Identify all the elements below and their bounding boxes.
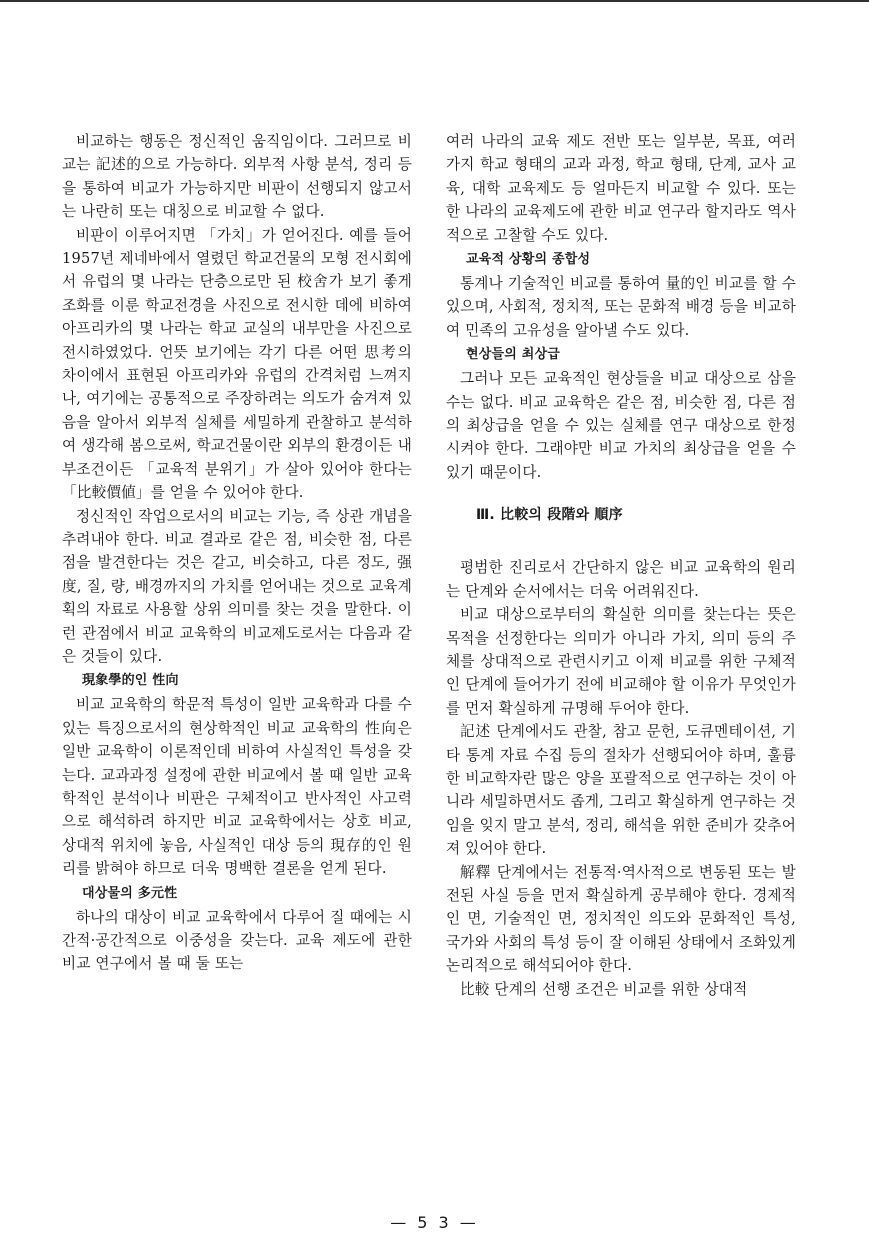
left-text-column — [62, 130, 412, 976]
paragraph: 그러나 모든 교육적인 현상들을 비교 대상으로 삼을 수는 없다. 비교 교육학은 같은 점, 비슷한 점, 다른 점의 최상급을 얻을 수 있는 실체를 연구 대상으로 한정시켜야 한다. 그래야만 비교 가치의 최상급을 얻을 수 있기 때문이다. — [446, 370, 796, 481]
paragraph: 記述 단계에서도 관찰, 참고 문헌, 도큐멘테이션, 기타 통계 자료 수집 등의 절차가 선행되어야 하며, 훌륭한 비교학자란 많은 양을 포괄적으로 연구하는 것이 아니라 세밀하면서도 좁게, 그리고 확실하게 연구하는 것임을 잊지 말고 분석, 정리, 해석을 위한 준비가 갖추어져 있어야 한다. — [446, 723, 796, 858]
paragraph: 평범한 진리로서 간단하지 않은 비교 교육학의 원리는 단계와 순서에서는 더욱 어려워진다. — [446, 559, 796, 600]
section-heading: Ⅲ. 比較의 段階와 順序 — [476, 507, 623, 524]
page-number: — 5 3 — — [390, 1213, 479, 1232]
paragraph: 비교 교육학의 학문적 특성이 일반 교육학과 다를 수 있는 특징으로서의 현상학적인 비교 교육학의 性向은 일반 교육학이 이론적인데 비하여 사실적인 특성을 갖는다. 교과과정 설정에 관한 비교에서 볼 때 일반 교육학적인 분석이나 비판은 구체적이고 반사적인 사고력으로 해석하려 하지만 비교 교육학에서는 상호 비교, 상대적 위치에 놓음, 사실적인 대상 등의 現存的인 원리를 밝혀야 하므로 더욱 명백한 결론을 얻게 된다. — [62, 696, 412, 878]
paragraph: 비판이 이루어지면 「가치」가 얻어진다. 예를 들어 1957년 제네바에서 열렸던 학교건물의 모형 전시회에서 유럽의 몇 나라는 단층으로만 된 校舍가 보기 좋게 조화를 이룬 학교전경을 사진으로 전시한 데에 비하여 아프리카의 몇 나라는 학교 교실의 내부만을 사진으로 전시하였었다. 언뜻 보기에는 각기 다른 어떤 思考의 차이에서 표현된 아프리카와 유럽의 간격처럼 느껴지나, 여기에는 공통적으로 주장하려는 의도가 숨겨져 있음을 알아서 외부적 실체를 세밀하게 관찰하고 분석하여 생각해 봄으로써, 학교건물이란 외부의 환경이든 내부조건이든 「교육적 분위기」가 살아 있어야 한다는 「比較價値」를 얻을 수 있어야 한다. — [62, 226, 412, 502]
subsection-heading: 대상물의 多元性 — [82, 885, 178, 901]
paragraph: 통계나 기술적인 비교를 통하여 量的인 비교를 할 수 있으며, 사회적, 정치적, 또는 문화적 배경 등을 비교하여 민족의 고유성을 알아낼 수도 있다. — [446, 275, 796, 339]
subsection-heading: 교육적 상황의 종합성 — [466, 252, 591, 268]
subsection-heading: 現象學的인 性向 — [82, 673, 179, 689]
paragraph: 解釋 단계에서는 전통적·역사적으로 변동된 또는 발전된 사실 등을 먼저 확실하게 공부해야 한다. 경제적인 면, 기술적인 면, 정치적인 의도와 문화적인 특성, 국가와 사회의 특성 등이 잘 이해된 상태에서 조화있게 논리적으로 해석되어야 한다. — [446, 863, 796, 975]
paragraph: 比較 단계의 선행 조건은 비교를 위한 상대적 — [460, 980, 748, 998]
paragraph: 비교 대상으로부터의 확실한 의미를 찾는다는 뜻은 목적을 선정한다는 의미가 아니라 가치, 의미 등의 주체를 상대적으로 관련시키고 이제 비교를 위한 구체적인 단계에 들어가기 전에 비교해야 할 이유가 무엇인가를 먼저 확실하게 규명해 두어야 한다. — [446, 606, 796, 717]
paragraph: 여러 나라의 교육 제도 전반 또는 일부분, 목표, 여러 가지 학교 형태의 교과 과정, 학교 형태, 단계, 교사 교육, 대학 교육제도 등 얼마든지 비교할 수 있다. 또는 한 나라의 교육제도에 관한 비교 연구라 할지라도 역사적으로 고찰할 수도 있다. — [446, 133, 796, 244]
subsection-heading: 현상들의 최상급 — [466, 347, 561, 363]
paragraph: 하나의 대상이 비교 교육학에서 다루어 질 때에는 시간적·공간적으로 이중성을 갖는다. 교육 제도에 관한 비교 연구에서 볼 때 둘 또는 — [62, 908, 412, 973]
right-text-column — [446, 130, 796, 1001]
paragraph: 정신적인 작업으로서의 비교는 기능, 즉 상관 개념을 추려내야 한다. 비교 결과로 같은 점, 비슷한 점, 다른 점을 발견한다는 것은 같고, 비슷하고, 다른 정도, 强度, 질, 량, 배경까지의 가치를 얻어내는 것으로 교육계획의 자료로 사용할 상위 의미를 찾는 것을 말한다. 이런 관점에서 비교 교육학의 비교제도로서는 다음과 같은 것들이 있다. — [62, 507, 412, 665]
top-border-line — [0, 0, 869, 2]
paragraph: 비교하는 행동은 정신적인 움직임이다. 그러므로 비교는 記述的으로 가능하다. 외부적 사항 분석, 정리 등을 통하여 비교가 가능하지만 비판이 선행되지 않고서는 나란히 또는 대칭으로 비교할 수 없다. — [62, 133, 412, 221]
